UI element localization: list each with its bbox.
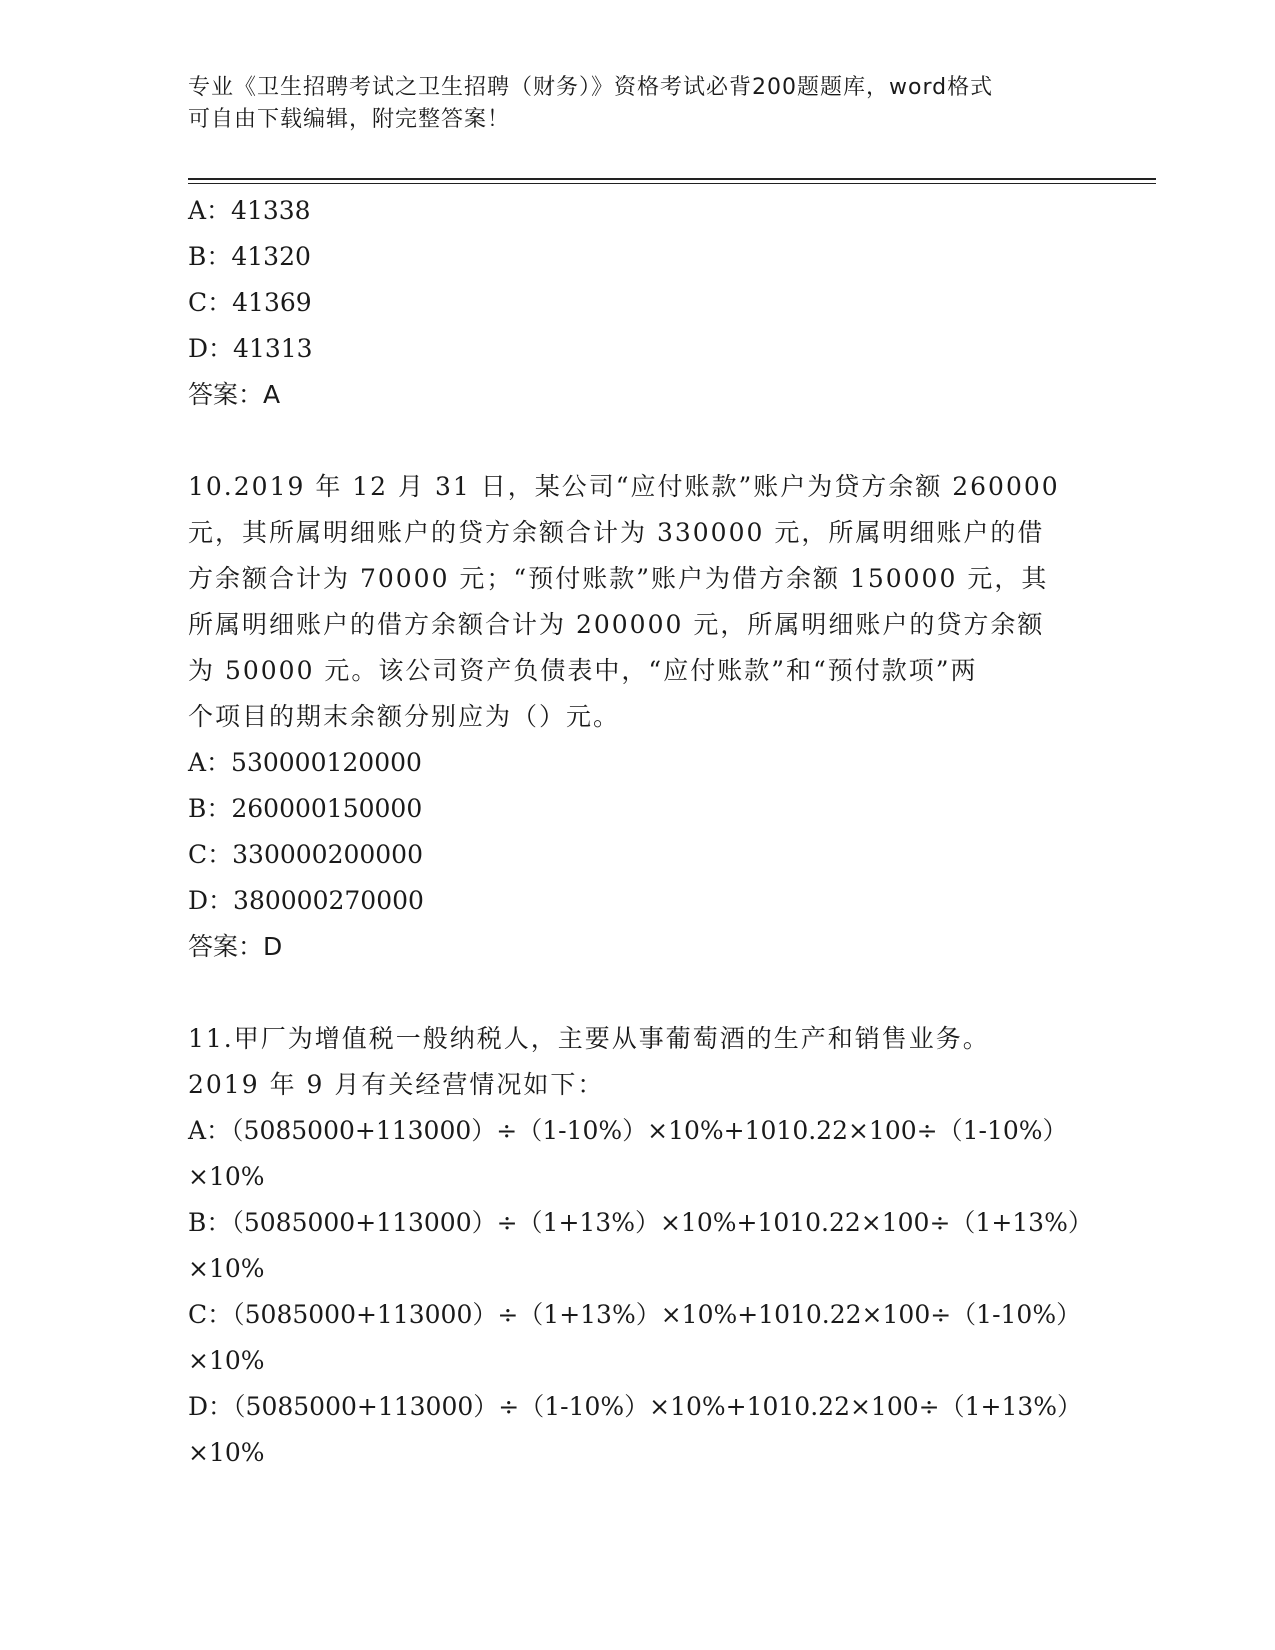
option-line-2: ×10% bbox=[188, 1438, 265, 1467]
option-line-1: C：（5085000+113000）÷（1+13%）×10%+1010.22×100÷（1-10%） bbox=[188, 1300, 1082, 1329]
document-body bbox=[188, 188, 1093, 1476]
answer-line: 答案：D bbox=[188, 932, 283, 961]
option-c: C：41369 bbox=[188, 288, 312, 317]
spacer bbox=[188, 970, 1088, 1016]
option-d: D：380000270000 bbox=[188, 886, 424, 915]
option-a bbox=[188, 1108, 1088, 1200]
option-line-1: B：（5085000+113000）÷（1+13%）×10%+1010.22×100÷（1+13%） bbox=[188, 1208, 1093, 1237]
answer-line: 答案：A bbox=[188, 380, 281, 409]
option-d bbox=[188, 1384, 1088, 1476]
option-c bbox=[188, 1292, 1088, 1384]
question-stem-line: 为 50000 元。该公司资产负债表中，“应付账款”和“预付款项”两 bbox=[188, 656, 978, 685]
question-stem-line: 2019 年 9 月有关经营情况如下： bbox=[188, 1070, 605, 1099]
option-c: C：330000200000 bbox=[188, 840, 423, 869]
question-10-block bbox=[188, 464, 1088, 970]
option-b bbox=[188, 1200, 1093, 1292]
header-rule-thin bbox=[188, 183, 1156, 184]
question-stem-line: 方余额合计为 70000 元；“预付账款”账户为借方余额 150000 元，其 bbox=[188, 564, 1049, 593]
question-stem-line: 所属明细账户的借方余额合计为 200000 元，所属明细账户的贷方余额 bbox=[188, 610, 1045, 639]
option-line-2: ×10% bbox=[188, 1254, 265, 1283]
option-a: A：41338 bbox=[188, 196, 311, 225]
option-line-2: ×10% bbox=[188, 1162, 265, 1191]
document-header bbox=[188, 72, 1068, 136]
option-line-1: A：（5085000+113000）÷（1-10%）×10%+1010.22×100÷（1-10%） bbox=[188, 1116, 1068, 1145]
previous-question-block bbox=[188, 188, 1088, 418]
option-a: A：530000120000 bbox=[188, 748, 422, 777]
option-b: B：260000150000 bbox=[188, 794, 423, 823]
header-rule-thick bbox=[188, 178, 1156, 180]
header-title-line-2: 可自由下载编辑，附完整答案！ bbox=[188, 107, 511, 132]
question-11-block bbox=[188, 1016, 1093, 1476]
question-stem-line: 元，其所属明细账户的贷方余额合计为 330000 元，所属明细账户的借 bbox=[188, 518, 1045, 547]
option-line-1: D：（5085000+113000）÷（1-10%）×10%+1010.22×100÷（1+13%） bbox=[188, 1392, 1083, 1421]
question-stem-line: 11.甲厂为增值税一般纳税人，主要从事葡萄酒的生产和销售业务。 bbox=[188, 1024, 990, 1053]
option-line-2: ×10% bbox=[188, 1346, 265, 1375]
question-stem-line: 10.2019 年 12 月 31 日，某公司“应付账款”账户为贷方余额 260000 bbox=[188, 472, 1060, 501]
spacer bbox=[188, 418, 1088, 464]
question-stem-line: 个项目的期末余额分别应为（）元。 bbox=[188, 702, 621, 731]
option-d: D：41313 bbox=[188, 334, 313, 363]
option-b: B：41320 bbox=[188, 242, 311, 271]
header-title-line-1: 专业《卫生招聘考试之卫生招聘（财务）》资格考试必背200题题库，word格式 bbox=[188, 75, 994, 100]
